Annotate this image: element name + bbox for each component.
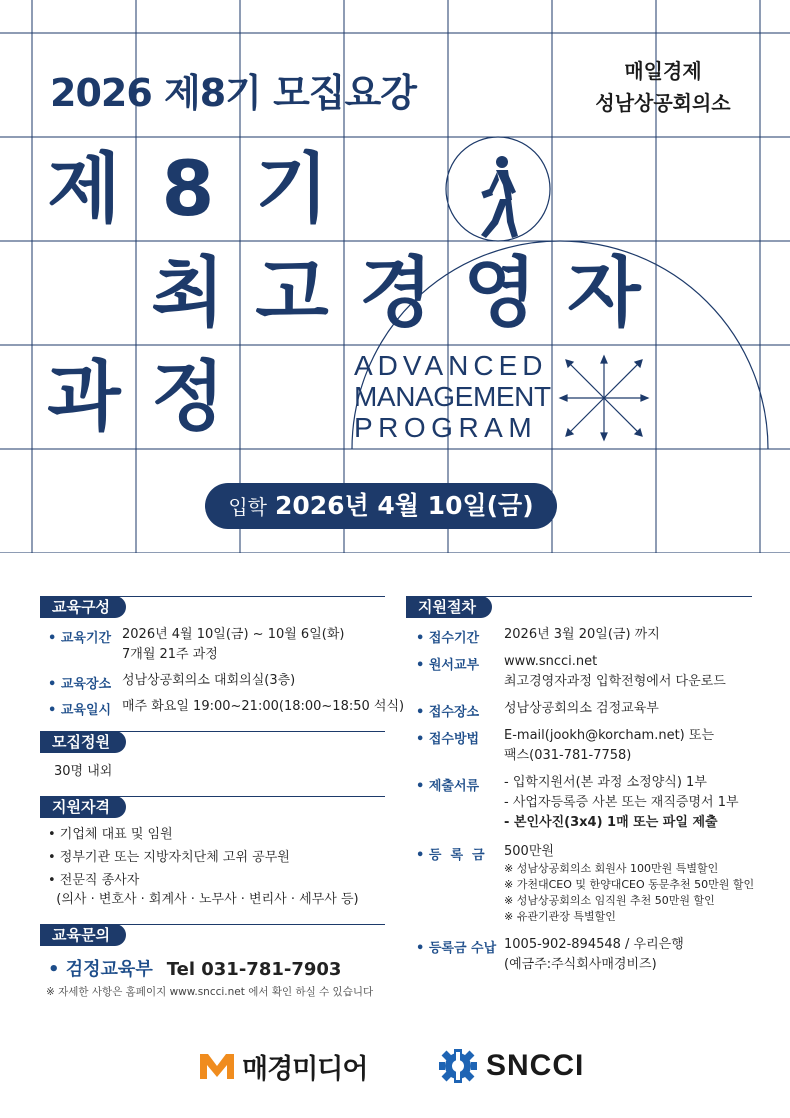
proc-value: 500만원 (504, 844, 554, 859)
proc-value: 팩스(031-781-7758) (504, 748, 632, 763)
proc-value: - 본인사진(3x4) 1매 또는 파일 제출 (504, 815, 718, 830)
fee-note: ※ 가천대CEO 및 한양대CEO 동문추천 50만원 할인 (504, 878, 755, 891)
hero-char: 경 (359, 248, 433, 337)
edu-label-period: • 교육기간 (48, 631, 112, 646)
edu-label-time: • 교육일시 (48, 703, 112, 718)
logo-right-text: SNCCI (486, 1049, 585, 1082)
section-tag: 모집정원 (40, 731, 126, 753)
proc-label: • 등 록 금 (416, 848, 485, 863)
arrows-burst-icon (560, 356, 648, 440)
english-line-3: PROGRAM (354, 412, 538, 443)
hero-char: 과 (47, 352, 121, 441)
proc-value: 최고경영자과정 입학전형에서 다운로드 (504, 674, 726, 689)
proc-value: 2026년 3월 20일(금) 까지 (504, 627, 660, 642)
organizer (548, 55, 778, 119)
edu-value-period-2: 7개월 21주 과정 (122, 647, 218, 662)
proc-label: • 접수장소 (416, 705, 480, 720)
admission-prefix: 입학 (228, 495, 267, 519)
section-tag: 교육구성 (40, 596, 126, 618)
hero-section (0, 0, 790, 553)
gear-logo-icon (438, 1048, 478, 1084)
section-tag: 지원절차 (406, 596, 492, 618)
contact-info (48, 955, 341, 981)
eligibility-item: (의사 · 변호사 · 회계사 · 노무사 · 변리사 · 세무사 등) (48, 892, 359, 907)
proc-label: • 제출서류 (416, 779, 480, 794)
contact-dept: • 검정교육부 (48, 959, 153, 980)
edu-value-time: 매주 화요일 19:00~21:00(18:00~18:50 석식) (122, 699, 405, 714)
english-line-1: ADVANCED (354, 350, 548, 381)
logo-left-text: 매경미디어 (242, 1053, 368, 1085)
eligibility-item: • 전문직 종사자 (48, 873, 140, 888)
section-tag: 교육문의 (40, 924, 126, 946)
edu-label-place: • 교육장소 (48, 677, 112, 692)
proc-value: 1005-902-894548 / 우리은행 (504, 937, 684, 952)
proc-label: • 원서교부 (416, 658, 480, 673)
sncci-logo (438, 1048, 584, 1084)
proc-value: - 사업자등록증 사본 또는 재직증명서 1부 (504, 795, 739, 810)
section-eligibility (40, 796, 385, 818)
page-title: 2026 제8기 모집요강 (50, 71, 416, 115)
eligibility-item: • 정부기관 또는 지방자치단체 고위 공무원 (48, 850, 290, 865)
section-procedure (406, 596, 752, 618)
proc-label: • 등록금 수납 (416, 941, 497, 956)
hero-char: 8 (161, 144, 215, 233)
website-note: ※ 자세한 사항은 홈페이지 www.sncci.net 에서 확인 하실 수 있습니다 (46, 986, 374, 998)
hero-char: 자 (567, 248, 641, 337)
maekyung-media-logo (198, 1049, 367, 1083)
admission-badge (205, 483, 557, 529)
proc-label: • 접수방법 (416, 732, 480, 747)
capacity-value: 30명 내외 (54, 764, 113, 779)
walking-man-icon (481, 156, 518, 238)
proc-value: (예금주:주식회사매경비즈) (504, 957, 657, 972)
eligibility-item: • 기업체 대표 및 임원 (48, 827, 173, 842)
fee-note: ※ 유관기관장 특별할인 (504, 910, 616, 923)
fee-note: ※ 성남상공회의소 회원사 100만원 특별할인 (504, 862, 719, 875)
organizer-line-2: 성남상공회의소 (595, 91, 731, 115)
proc-value: 성남상공회의소 검정교육부 (504, 701, 659, 716)
contact-tel: Tel 031-781-7903 (166, 959, 342, 980)
organizer-line-1: 매일경제 (624, 59, 702, 83)
hero-char: 영 (463, 248, 537, 337)
hero-char: 기 (255, 144, 329, 233)
section-tag: 지원자격 (40, 796, 126, 818)
fee-note: ※ 성남상공회의소 임직원 추천 50만원 할인 (504, 894, 715, 907)
hero-char: 제 (47, 144, 121, 233)
proc-value: www.sncci.net (504, 654, 598, 669)
english-program-name (354, 350, 551, 443)
english-line-2: MANAGEMENT (354, 381, 551, 412)
proc-label: • 접수기간 (416, 631, 480, 646)
hero-char: 정 (151, 352, 225, 441)
section-education (40, 596, 385, 618)
edu-value-place: 성남상공회의소 대회의실(3층) (122, 673, 296, 688)
hero-char: 고 (255, 248, 329, 337)
section-inquiry (40, 924, 385, 946)
admission-date: 2026년 4월 10일(금) (275, 491, 534, 520)
m-logo-icon (198, 1051, 236, 1081)
proc-value: E-mail(jookh@korcham.net) 또는 (504, 728, 714, 743)
edu-value-period-1: 2026년 4월 10일(금) ~ 10월 6일(화) (122, 627, 345, 642)
section-capacity (40, 731, 385, 753)
proc-value: - 입학지원서(본 과정 소정양식) 1부 (504, 775, 707, 790)
hero-char: 최 (151, 248, 225, 337)
